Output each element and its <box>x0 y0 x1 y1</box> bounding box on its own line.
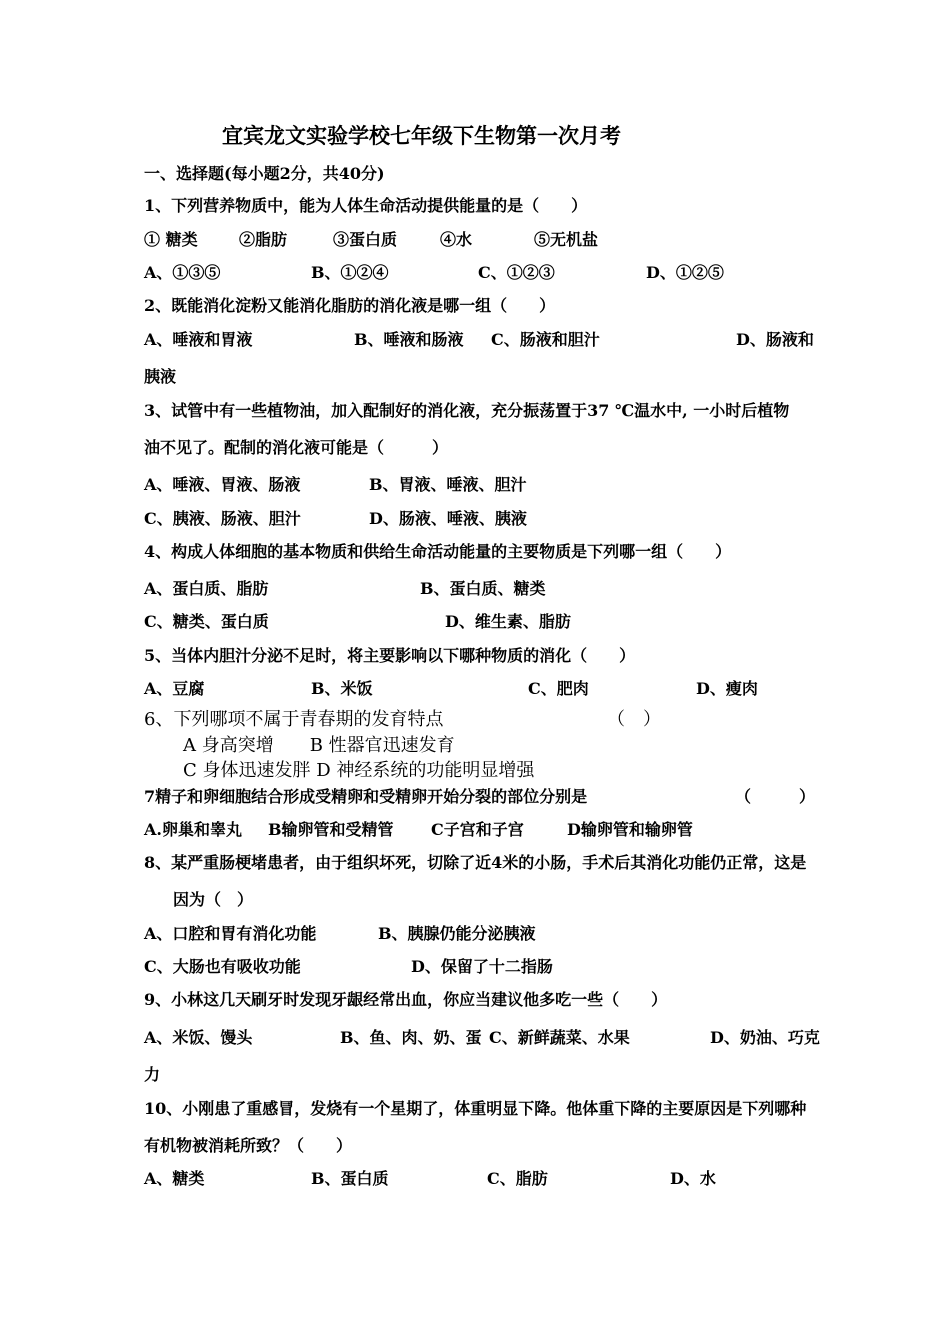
q10-option-d: D、水 <box>670 1169 716 1188</box>
question-1-stem: 1、下列营养物质中，能为人体生命活动提供能量的是（ ） <box>144 196 588 215</box>
q6-options-ab: A 身高突增 B 性器官迅速发育 <box>183 735 455 756</box>
question-8-stem: 8、某严重肠梗堵患者，由于组织坏死，切除了近4米的小肠，手术后其消化功能仍正常，这是 <box>144 853 807 872</box>
q1-item: ③蛋白质 <box>333 230 398 249</box>
q5-option-c: C、肥肉 <box>528 679 589 698</box>
q1-option-a: A、①③⑤ <box>144 263 221 282</box>
q9-option-d: D、奶油、巧克 <box>710 1028 820 1047</box>
q1-option-d: D、①②⑤ <box>646 263 724 282</box>
q5-option-d: D、瘦肉 <box>696 679 758 698</box>
q4-option-a: A、蛋白质、脂肪 <box>144 579 269 598</box>
question-3-stem: 3、试管中有一些植物油，加入配制好的消化液，充分振荡置于37 ℃温水中, 一小时后植物 <box>144 401 790 420</box>
q4-option-b: B、蛋白质、糖类 <box>420 579 546 598</box>
q6-options-cd: C 身体迅速发胖 D 神经系统的功能明显增强 <box>183 760 535 781</box>
q9-option-c: C、新鲜蔬菜、水果 <box>489 1028 630 1047</box>
q3-option-d: D、肠液、唾液、胰液 <box>369 509 527 528</box>
q1-option-b: B、①②④ <box>311 263 389 282</box>
q7-option-a: A.卵巢和睾丸 <box>144 820 242 839</box>
q10-option-a: A、糖类 <box>144 1169 205 1188</box>
q3-option-c: C、胰液、肠液、胆汁 <box>144 509 301 528</box>
q9-option-d-continued: 力 <box>144 1065 161 1084</box>
q9-option-b: B、鱼、肉、奶、蛋 <box>340 1028 482 1047</box>
question-4-stem: 4、构成人体细胞的基本物质和供给生命活动能量的主要物质是下列哪一组（ ） <box>144 542 732 561</box>
question-2-stem: 2、既能消化淀粉又能消化脂肪的消化液是哪一组（ ） <box>144 296 556 315</box>
q10-option-b: B、蛋白质 <box>311 1169 389 1188</box>
question-7-answer-paren: （ ） <box>735 787 816 806</box>
q8-option-a: A、口腔和胃有消化功能 <box>144 924 317 943</box>
q8-option-c: C、大肠也有吸收功能 <box>144 957 301 976</box>
q2-option-d-continued: 胰液 <box>144 367 177 386</box>
q4-option-d: D、维生素、脂肪 <box>445 612 571 631</box>
q1-option-c: C、①②③ <box>478 263 555 282</box>
q1-item: ① 糖类 <box>144 230 198 249</box>
q4-option-c: C、糖类、蛋白质 <box>144 612 269 631</box>
q10-option-c: C、脂肪 <box>487 1169 548 1188</box>
q1-item: ②脂肪 <box>239 230 288 249</box>
q2-option-d: D、肠液和 <box>736 330 814 349</box>
q8-option-b: B、胰腺仍能分泌胰液 <box>378 924 536 943</box>
q8-option-d: D、保留了十二指肠 <box>411 957 553 976</box>
q3-option-b: B、胃液、唾液、胆汁 <box>369 475 527 494</box>
q5-option-a: A、豆腐 <box>144 679 205 698</box>
question-8-stem-continued: 因为（ ） <box>173 890 254 909</box>
question-6-answer-paren: （ ） <box>607 709 661 730</box>
question-10-stem: 10、小刚患了重感冒，发烧有一个星期了，体重明显下降。他体重下降的主要原因是下列哪种 <box>144 1099 807 1118</box>
q7-option-b: B输卵管和受精管 <box>268 820 394 839</box>
q3-option-a: A、唾液、胃液、肠液 <box>144 475 301 494</box>
q7-option-c: C子宫和子宫 <box>431 820 524 839</box>
q2-option-b: B、唾液和肠液 <box>354 330 464 349</box>
q9-option-a: A、米饭、馒头 <box>144 1028 253 1047</box>
question-10-stem-continued: 有机物被消耗所致？（ ） <box>144 1136 353 1155</box>
question-5-stem: 5、当体内胆汁分泌不足时，将主要影响以下哪种物质的消化（ ） <box>144 646 636 665</box>
q2-option-c: C、肠液和胆汁 <box>491 330 600 349</box>
question-3-stem-continued: 油不见了。配制的消化液可能是（ ） <box>144 438 449 457</box>
question-6-stem: 6、下列哪项不属于青春期的发育特点 <box>144 709 444 730</box>
section-heading: 一、选择题(每小题2分，共40分) <box>144 164 385 183</box>
q5-option-b: B、米饭 <box>311 679 373 698</box>
question-9-stem: 9、小林这几天刷牙时发现牙龈经常出血，你应当建议他多吃一些（ ） <box>144 990 668 1009</box>
q1-item: ④水 <box>440 230 473 249</box>
q1-item: ⑤无机盐 <box>534 230 599 249</box>
q2-option-a: A、唾液和胃液 <box>144 330 253 349</box>
q7-option-d: D输卵管和输卵管 <box>567 820 693 839</box>
question-7-stem: 7精子和卵细胞结合形成受精卵和受精卵开始分裂的部位分别是 <box>144 787 588 806</box>
page-title: 宜宾龙文实验学校七年级下生物第一次月考 <box>222 123 621 148</box>
